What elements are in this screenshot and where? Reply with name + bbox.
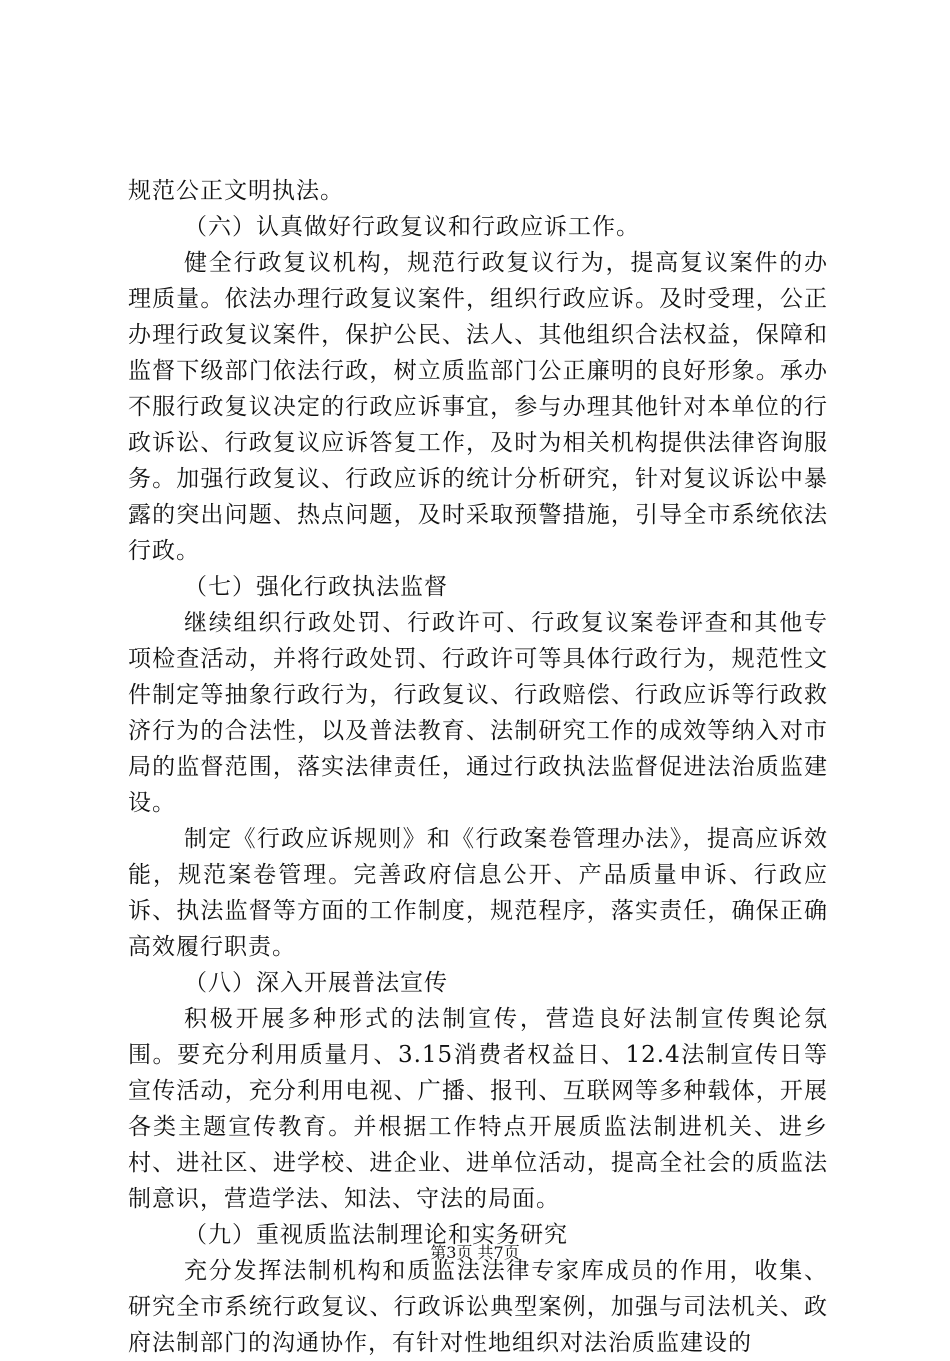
section-heading-9: （九）重视质监法制理论和实务研究 [184,1222,568,1248]
paragraph-administrative-review: 健全行政复议机构，规范行政复议行为，提高复议案件的办理质量。依法办理行政复议案件，组织行政应诉。及时受理，公正办理行政复议案件，保护公民、法人、其他组织合法权益，保障和监督下级部门依法行政，树立质监部门公正廉明的良好形象。承办不服行政复议决定的行政应诉事宜，参与办理其他针对本单位的行政诉讼、行政复议应诉答复工作，及时为相关机构提供法律咨询服务。加强行政复议、行政应诉的统计分析研究，针对复议诉讼中暴露的突出问题、热点问题，及时采取预警措施，引导全市系统依法行政。 [128,250,828,564]
section-heading-8: （八）深入开展普法宣传 [184,970,448,996]
paragraph-legal-publicity: 积极开展多种形式的法制宣传，营造良好法制宣传舆论氛围。要充分利用质量月、3.15消费者权益日、12.4法制宣传日等宣传活动，充分利用电视、广播、报刊、互联网等多种载体，开展各类主题宣传教育。并根据工作特点开展质监法制进机关、进乡村、进社区、进学校、进企业、进单位活动，提高全社会的质监法制意识，营造学法、知法、守法的局面。 [128,1006,828,1212]
paragraph-rules-formulation: 制定《行政应诉规则》和《行政案卷管理办法》，提高应诉效能，规范案卷管理。完善政府信息公开、产品质量申诉、行政应诉、执法监督等方面的工作制度，规范程序，落实责任，确保正确高效履行职责。 [128,826,828,960]
paragraph-legal-research: 充分发挥法制机构和质监法法律专家库成员的作用，收集、研究全市系统行政复议、行政诉讼典型案例，加强与司法机关、政府法制部门的沟通协作，有针对性地组织对法治质监建设的 [128,1258,828,1356]
paragraph-continuation: 规范公正文明执法。 [128,178,344,204]
document-body [128,173,828,1361]
section-heading-6: （六）认真做好行政复议和行政应诉工作。 [184,214,640,240]
page-number-footer: 第3页 共7页 [430,1243,520,1262]
section-heading-7: （七）强化行政执法监督 [184,574,448,600]
paragraph-enforcement-supervision: 继续组织行政处罚、行政许可、行政复议案卷评查和其他专项检查活动，并将行政处罚、行政许可等具体行政行为，规范性文件制定等抽象行政行为，行政复议、行政赔偿、行政应诉等行政救济行为的合法性，以及普法教育、法制研究工作的成效等纳入对市局的监督范围，落实法律责任，通过行政执法监督促进法治质监建设。 [128,610,828,816]
